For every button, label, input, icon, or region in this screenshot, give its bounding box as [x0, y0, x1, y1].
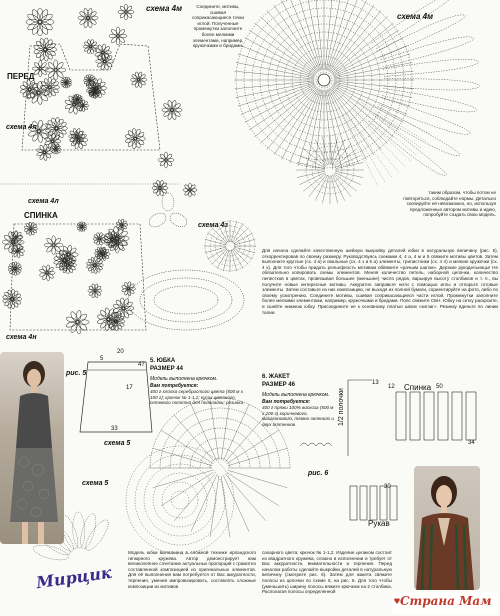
skirt-need-text: 400 г хлопка серебристого цвета (500 м х 100 г); крючок № 1-1,2; кусок цветного сетевого полотна для подкладки; резинка.: [150, 389, 245, 406]
dim-12: 12: [388, 384, 395, 390]
label-back-piece: Спинка: [404, 383, 432, 392]
right-body-text: Для начала сделайте качественную шейную выкройку деталей юбки в натуральную величину (рис. 5), откорректировав по своему размеру. Руководствуясь схемами 4, 4 а, 4 м и 5 свяжите мотивы цветов. Затем выполните круглые (сх. 4 а) и овальные (сх. 4 з и 5 а) элементы, трилистники (сх. 4 л) и мелкие кружочки (сх. 4 к). Для того чтобы придать рельефность мотивам обвяжите «рачьим шагом». Дерзкие рукодельницы! Не обязательно копировать схемы элементов. Меняя количество петель, наборной цепочки, количество лепестков в цветах, провязывая большее (меньшее) число рядов, варьируя высоту столбиков и т. п., вы получите новые интересные мотивы. Аккуратно заправьте нити с помощью иглы и отпарьте готовые элементы. Затем составьте из них композицию, не выходя из полной бумаги, сориентируйте на фото, либо по своему усмотрению. Соедините мотивы, сшивая соприкасающиеся части иглой. Промежутки заполните более мелкими элементами, например, кружочками и бридами. Пояс свяжите СБН. Юбку на сетку раскроите, и сшейте нижнюю юбку. Присоедините ее к основному платью швом «зигзаг». Резинку вденьте по линии талии.: [262, 248, 498, 315]
site-watermark: Страна Мам: [400, 594, 492, 608]
site-watermark-box: [392, 592, 498, 614]
heart-icon: [394, 596, 400, 606]
label-scheme-5-b: схема 5: [104, 440, 131, 447]
label-scheme-4l-b: схема 4л: [28, 198, 59, 205]
right-intro-text: таким образом, чтобы потом не повторяться, соблюдайте нормы. Детально скопируйте её невозможно, но, используя предложенные автором мотивы и идею, попробуйте создать свою модель.: [403, 190, 496, 218]
skirt-meta: Модель выполнена крючком.: [150, 376, 218, 382]
bottom-mid-text: сахарного цвета; крючок № 1-1,2. Изделие целиком состоит из квадратного кружева, сложно в исполнении и требует от Вас аккуратности, внимательности и терпения. Перед началом работы сделайте выкройки деталей в натуральную величину (смотрите рис. 6). Затем для жакета свяжите полосы из цепочки по схеме 6, на рис. 6. Для того чтобы (уменьшить) ширину полосы вяжите крючком на 2 столбика. Располагая полосы определенной: [262, 550, 392, 595]
label-scheme-4z: схема 4з: [198, 222, 228, 229]
bottom-left-text: Модель юбки выполнена в сложной технике ирландского гипюрного кружева. Автор демонстрирует нам великолепное сочетание актуальных пропорций с грамотно составленной композицией из оригинальных элементов. Для её выполнения вам потребуется от Вас аккуратности, терпения, умения импровизировать, составлять сложные композиции из мотивов: [128, 550, 256, 589]
label-half-shelf: 1/2 полочки: [338, 388, 345, 426]
skirt-heading: 5. ЮБКА: [150, 358, 176, 364]
dim-47: 47: [138, 362, 145, 368]
jacket-heading: 6. ЖАКЕТ: [262, 374, 290, 380]
model-silhouette-jacket: [414, 466, 480, 590]
dim-33: 33: [111, 426, 118, 432]
dim-13: 13: [372, 380, 379, 386]
label-scheme-4m-right: схема 4м: [397, 12, 433, 21]
model-photo-skirt: [0, 352, 64, 544]
dim-20: 20: [117, 349, 124, 355]
label-fig5: рис. 5: [66, 370, 87, 377]
dim-30: 30: [384, 484, 391, 490]
dim-17: 17: [126, 385, 133, 391]
label-back: СПИНКА: [24, 211, 58, 220]
label-scheme-4l-a: схема 4л: [6, 124, 37, 131]
dim-5: 5: [100, 356, 104, 362]
jacket-need-heading: Вам потребуется:: [262, 399, 311, 405]
dim-50: 50: [436, 384, 443, 390]
label-sleeve: Рукав: [368, 519, 390, 528]
jacket-need-text: 400 г пряжи 100% вискоза (500 м х 100 г) коричневого, махагонового, темно-зеленого и двух оттенков: [262, 405, 334, 427]
label-scheme-5-a: схема 5: [82, 480, 109, 487]
dim-34: 34: [468, 440, 475, 446]
signature-watermark: Мирцик: [35, 562, 113, 593]
label-front: ПЕРЕД: [7, 72, 35, 81]
jacket-size: РАЗМЕР 46: [262, 382, 295, 388]
jacket-meta: Модель выполнена крючком.: [262, 392, 330, 398]
skirt-need-heading: Вам потребуется:: [150, 383, 199, 389]
top-note-text: Соедините, мотивы, сшивая соприкасающиеся точки иглой. Полученные промежутки заполните более мелкими элементами, например, кружочками и бридами.: [192, 4, 244, 49]
model-silhouette-skirt: [0, 352, 64, 544]
skirt-size: РАЗМЕР 44: [150, 366, 183, 372]
model-photo-jacket: [414, 466, 480, 590]
label-scheme-4m-top: схема 4м: [146, 4, 182, 13]
label-scheme-4n: схема 4н: [6, 334, 37, 341]
label-fig6: рис. 6: [308, 470, 329, 477]
